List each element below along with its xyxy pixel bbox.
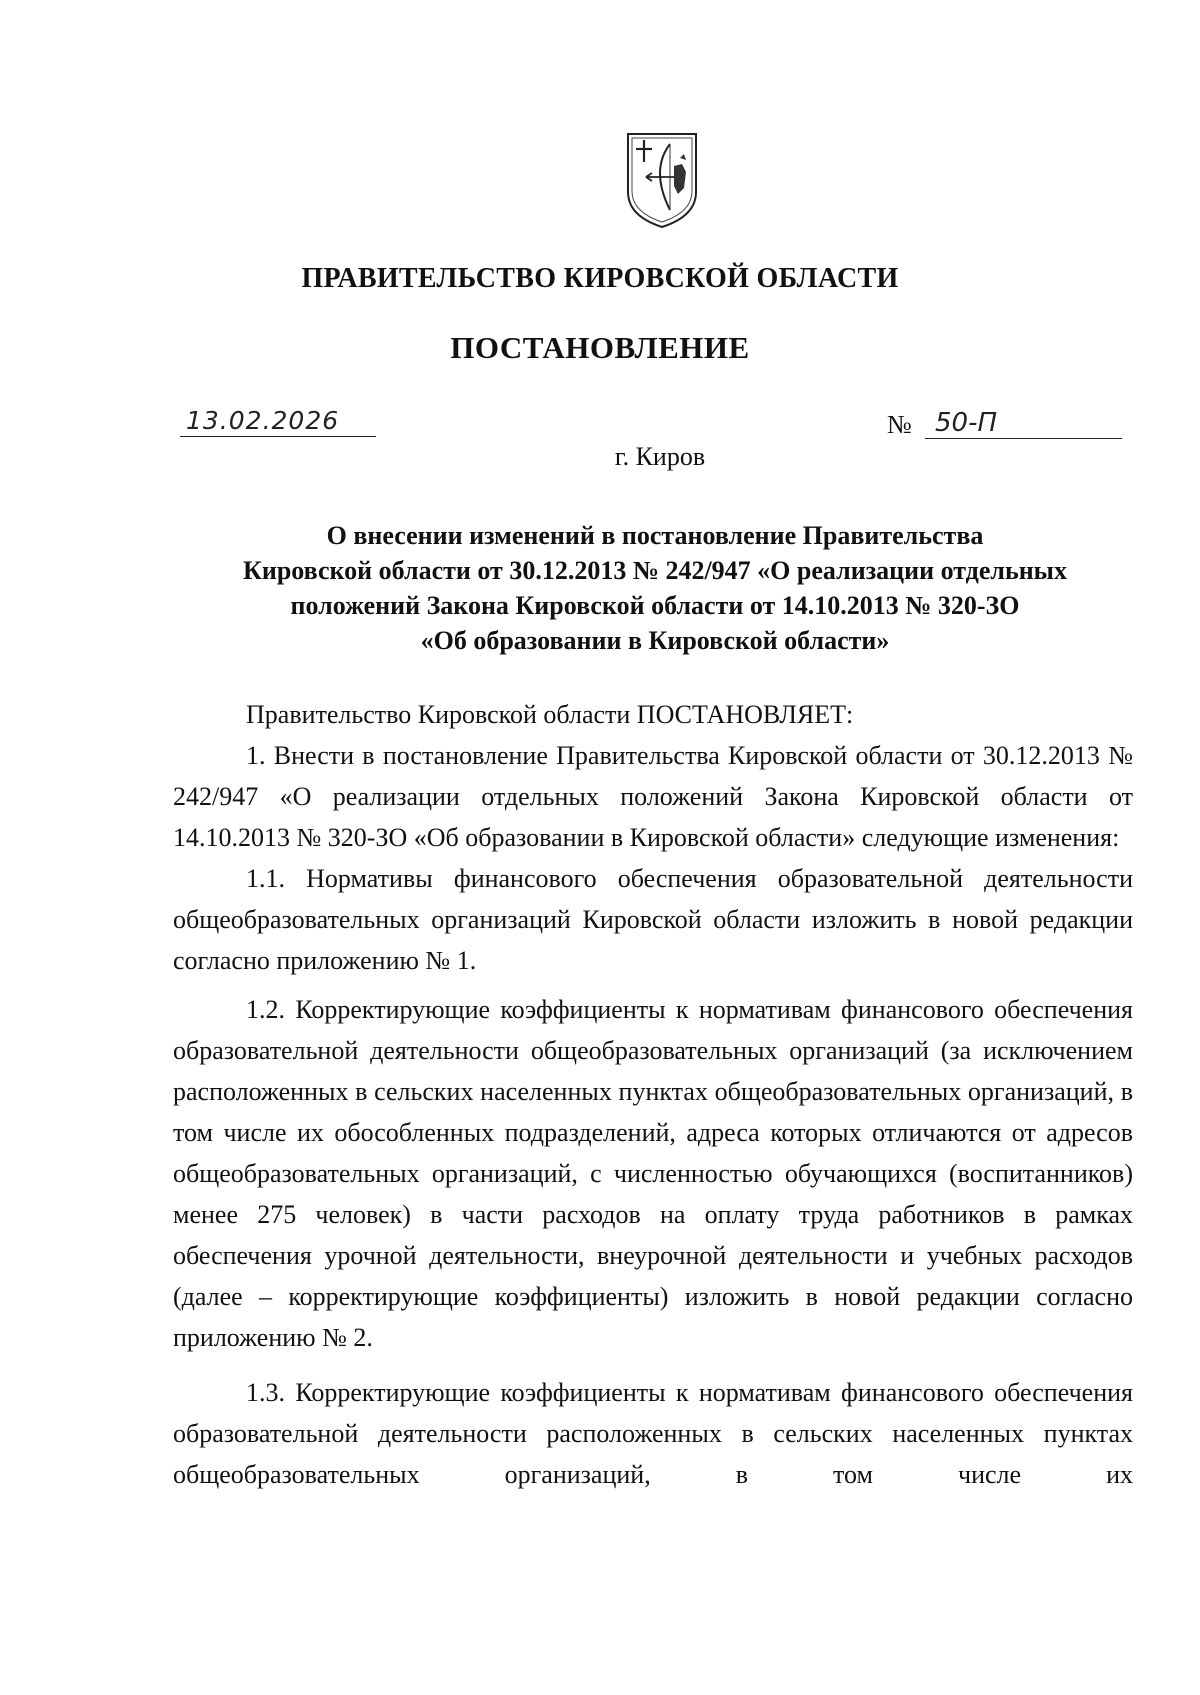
document-body — [173, 694, 1133, 1495]
document-subject — [180, 518, 1130, 658]
item-1-3-paragraph: 1.3. Корректирующие коэффициенты к нормативам финансового обеспечения образовательной деятельности расположенных в сельских населенных пунктах общеобразовательных организаций, в том числе их — [173, 1378, 1133, 1489]
document-number: 50-П — [935, 408, 998, 438]
item-1-paragraph: 1. Внести в постановление Правительства Кировской области от 30.12.2013 № 242/947 «О реализации отдельных положений Закона Кировской области от 14.10.2013 № 320-ЗО «Об образовании в Кировской области» следующие изменения: — [173, 741, 1133, 852]
subject-line: Кировской области от 30.12.2013 № 242/947 «О реализации отдельных — [243, 556, 1067, 585]
document-date-field — [180, 406, 376, 437]
organization-title: ПРАВИТЕЛЬСТВО КИРОВСКОЙ ОБЛАСТИ — [301, 263, 899, 294]
number-sign: № — [887, 410, 912, 439]
number-underline — [925, 408, 1122, 439]
item-1-1-paragraph: 1.1. Нормативы финансового обеспечения образовательной деятельности общеобразовательных организаций Кировской области изложить в новой редакции согласно приложению № 1. — [173, 864, 1133, 975]
coat-of-arms-icon — [624, 130, 700, 230]
preamble-paragraph: Правительство Кировской области ПОСТАНОВЛЯЕТ: — [246, 700, 854, 729]
document-type: ПОСТАНОВЛЕНИЕ — [450, 330, 750, 365]
item-1-2-paragraph: 1.2. Корректирующие коэффициенты к нормативам финансового обеспечения образовательной деятельности общеобразовательных организаций (за исключением расположенных в сельских населенных пунктах общеобразовательных организаций, в том числе их обособленных подразделений, адреса которых отличаются от адресов общеобразовательных организаций, с численностью обучающихся (воспитанников) менее 275 человек) в части расходов на оплату труда работников в рамках обеспечения урочной деятельности, внеурочной деятельности и учебных расходов (далее – корректирующие коэффициенты) изложить в новой редакции согласно приложению № 2. — [173, 995, 1133, 1352]
document-date: 13.02.2026 — [186, 406, 340, 435]
subject-line: положений Закона Кировской области от 14.10.2013 № 320-ЗО — [290, 591, 1020, 620]
document-number-field — [887, 408, 1122, 440]
subject-line: «Об образовании в Кировской области» — [420, 626, 890, 655]
document-city: г. Киров — [614, 442, 706, 471]
subject-line: О внесении изменений в постановление Правительства — [326, 521, 984, 550]
